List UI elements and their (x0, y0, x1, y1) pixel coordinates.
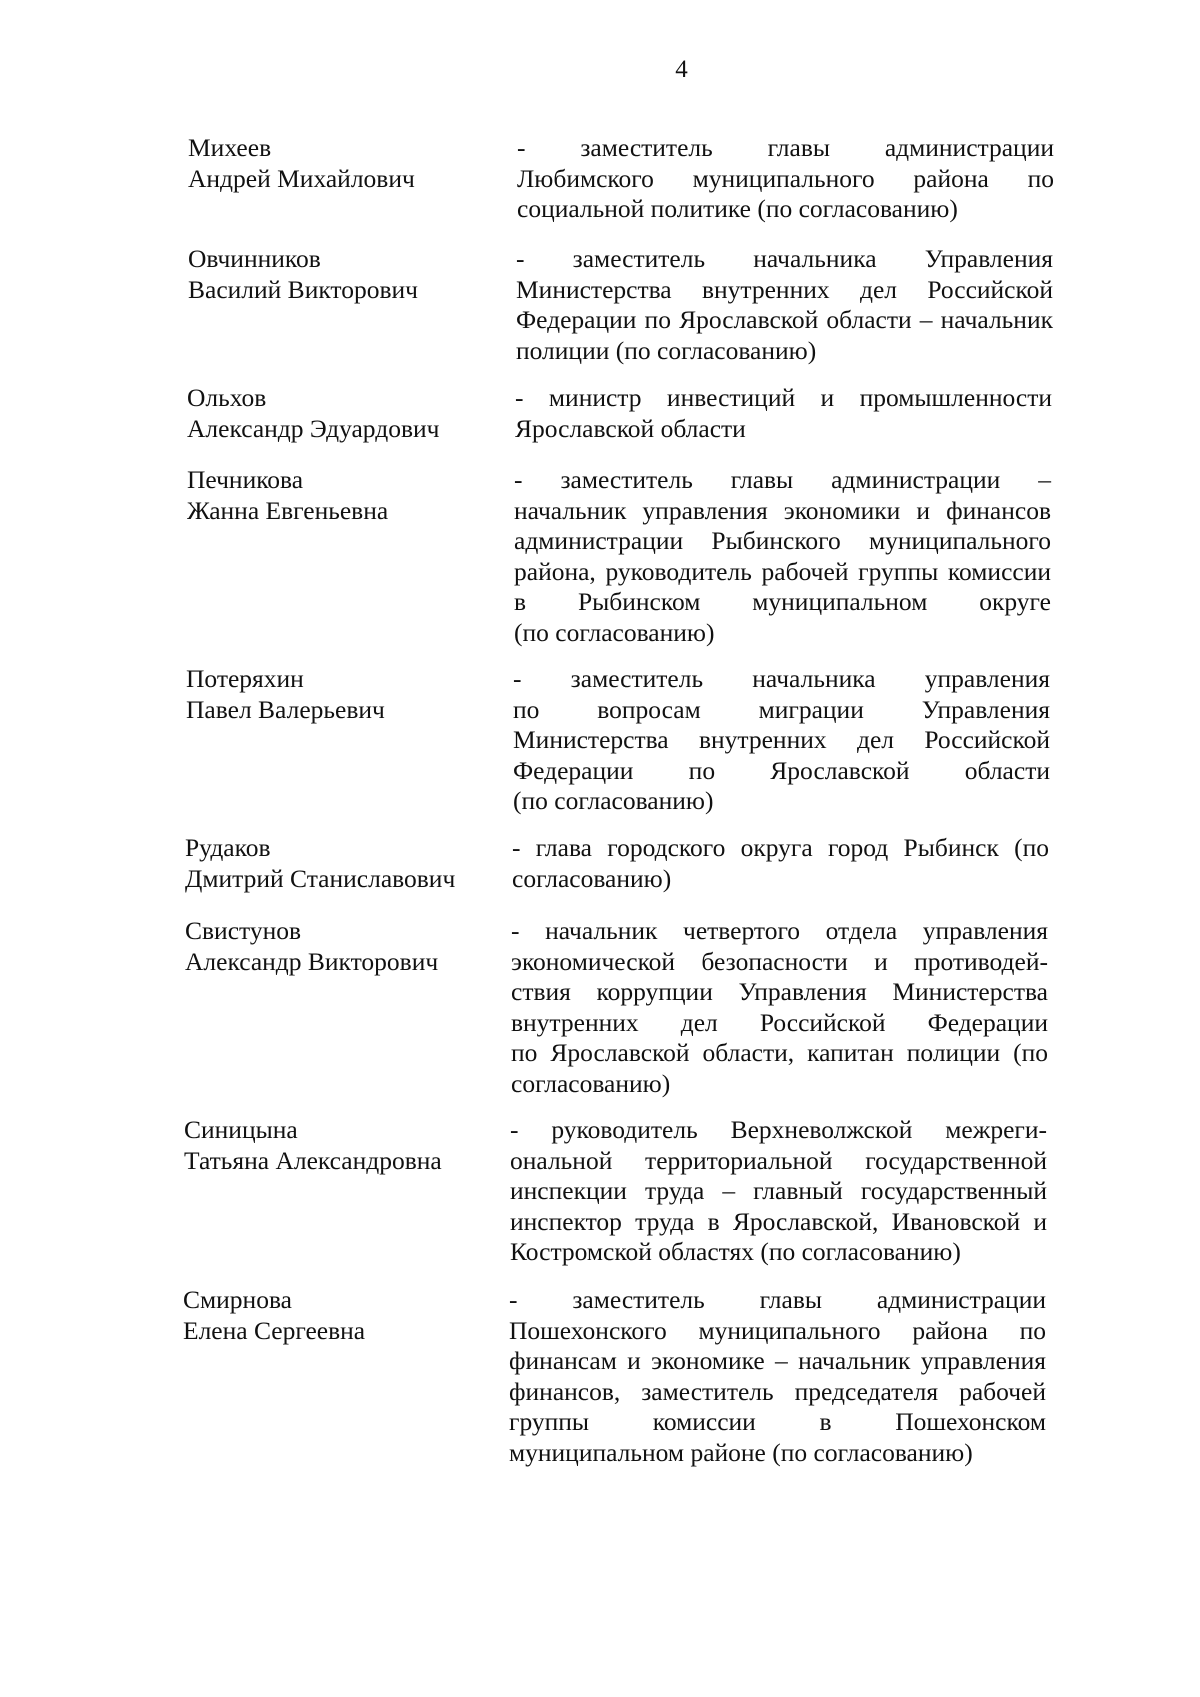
member-name (187, 465, 517, 526)
member-position (515, 383, 1052, 444)
position-line: согласованию) (511, 1068, 671, 1098)
position-line: группы комиссии в Пошехонском (509, 1407, 1046, 1436)
position-line: согласованию) (512, 863, 672, 893)
member-surname: Михеев (188, 133, 272, 162)
member-position (509, 1285, 1046, 1468)
position-line: финансов, заместитель председателя рабочей (509, 1376, 1046, 1406)
position-line: инспектор труда в Ярославской, Ивановской и (510, 1206, 1047, 1236)
position-line: - министр инвестиций и промышленности (515, 383, 1052, 412)
position-line: Ярославской области (515, 413, 746, 443)
member-given-names: Татьяна Александровна (184, 1145, 442, 1175)
position-line: муниципальном районе (по согласованию) (509, 1437, 973, 1467)
member-position (512, 833, 1049, 894)
position-line: ональной территориальной государственной (510, 1145, 1047, 1175)
member-position (514, 465, 1051, 648)
position-line: по Ярославской области, капитан полиции (по (511, 1038, 1048, 1067)
member-position (517, 133, 1054, 225)
member-position (511, 916, 1048, 1099)
member-surname: Овчинников (188, 244, 321, 273)
member-surname: Потеряхин (186, 664, 304, 693)
position-line: - заместитель главы администрации (509, 1285, 1046, 1314)
member-given-names: Елена Сергеевна (183, 1315, 366, 1345)
member-surname: Печникова (187, 465, 304, 494)
member-name (185, 833, 515, 894)
member-surname: Синицына (184, 1115, 298, 1144)
member-surname: Ольхов (187, 383, 267, 412)
position-line: района, руководитель рабочей группы комиссии (514, 556, 1051, 586)
position-line: - начальник четвертого отдела управления (511, 916, 1048, 945)
position-line: Министерства внутренних дел Российской (513, 725, 1050, 754)
member-name (185, 916, 515, 977)
member-position (516, 244, 1053, 366)
position-line: ствия коррупции Управления Министерства (511, 977, 1048, 1006)
position-line: начальник управления экономики и финансов (514, 495, 1051, 525)
position-line: социальной политике (по согласованию) (517, 194, 958, 223)
member-given-names: Павел Валерьевич (186, 694, 385, 724)
position-line: - руководитель Верхневолжской межреги- (510, 1115, 1047, 1144)
position-line: - глава городского округа город Рыбинск (по (512, 833, 1049, 862)
position-line: Любимского муниципального района по (517, 163, 1054, 193)
position-line: Федерации по Ярославской области – начальник (516, 305, 1053, 334)
member-surname: Рудаков (185, 833, 271, 862)
position-line: (по согласованию) (513, 786, 714, 815)
position-line: (по согласованию) (514, 617, 715, 647)
member-given-names: Василий Викторович (188, 274, 418, 304)
member-name (183, 1285, 513, 1346)
member-name (187, 383, 517, 444)
member-name (188, 133, 518, 194)
position-line: по вопросам миграции Управления (513, 694, 1050, 724)
member-surname: Свистунов (185, 916, 302, 945)
position-line: инспекции труда – главный государственный (510, 1176, 1047, 1205)
member-given-names: Александр Викторович (185, 946, 439, 976)
member-given-names: Жанна Евгеньевна (187, 495, 389, 525)
position-line: Министерства внутренних дел Российской (516, 274, 1053, 304)
member-name (186, 664, 516, 725)
member-given-names: Александр Эдуардович (187, 413, 440, 443)
member-given-names: Андрей Михайлович (188, 163, 415, 193)
member-surname: Смирнова (183, 1285, 292, 1314)
position-line: администрации Рыбинского муниципального (514, 526, 1051, 555)
position-line: экономической безопасности и противодей- (511, 946, 1048, 976)
position-line: - заместитель главы администрации (517, 133, 1054, 162)
position-line: - заместитель начальника Управления (516, 244, 1053, 273)
position-line: - заместитель главы администрации – (514, 465, 1051, 494)
position-line: в Рыбинском муниципальном округе (514, 587, 1051, 616)
page-number: 4 (675, 56, 688, 83)
member-position (513, 664, 1050, 817)
member-given-names: Дмитрий Станиславович (185, 863, 456, 893)
position-line: Федерации по Ярославской области (513, 755, 1050, 785)
position-line: Костромской областях (по согласованию) (510, 1237, 961, 1266)
position-line: полиции (по согласованию) (516, 335, 817, 365)
member-position (510, 1115, 1047, 1268)
position-line: - заместитель начальника управления (513, 664, 1050, 693)
position-line: финансам и экономике – начальник управления (509, 1346, 1046, 1375)
position-line: внутренних дел Российской Федерации (511, 1007, 1048, 1037)
position-line: Пошехонского муниципального района по (509, 1315, 1046, 1345)
member-name (188, 244, 518, 305)
member-name (184, 1115, 514, 1176)
